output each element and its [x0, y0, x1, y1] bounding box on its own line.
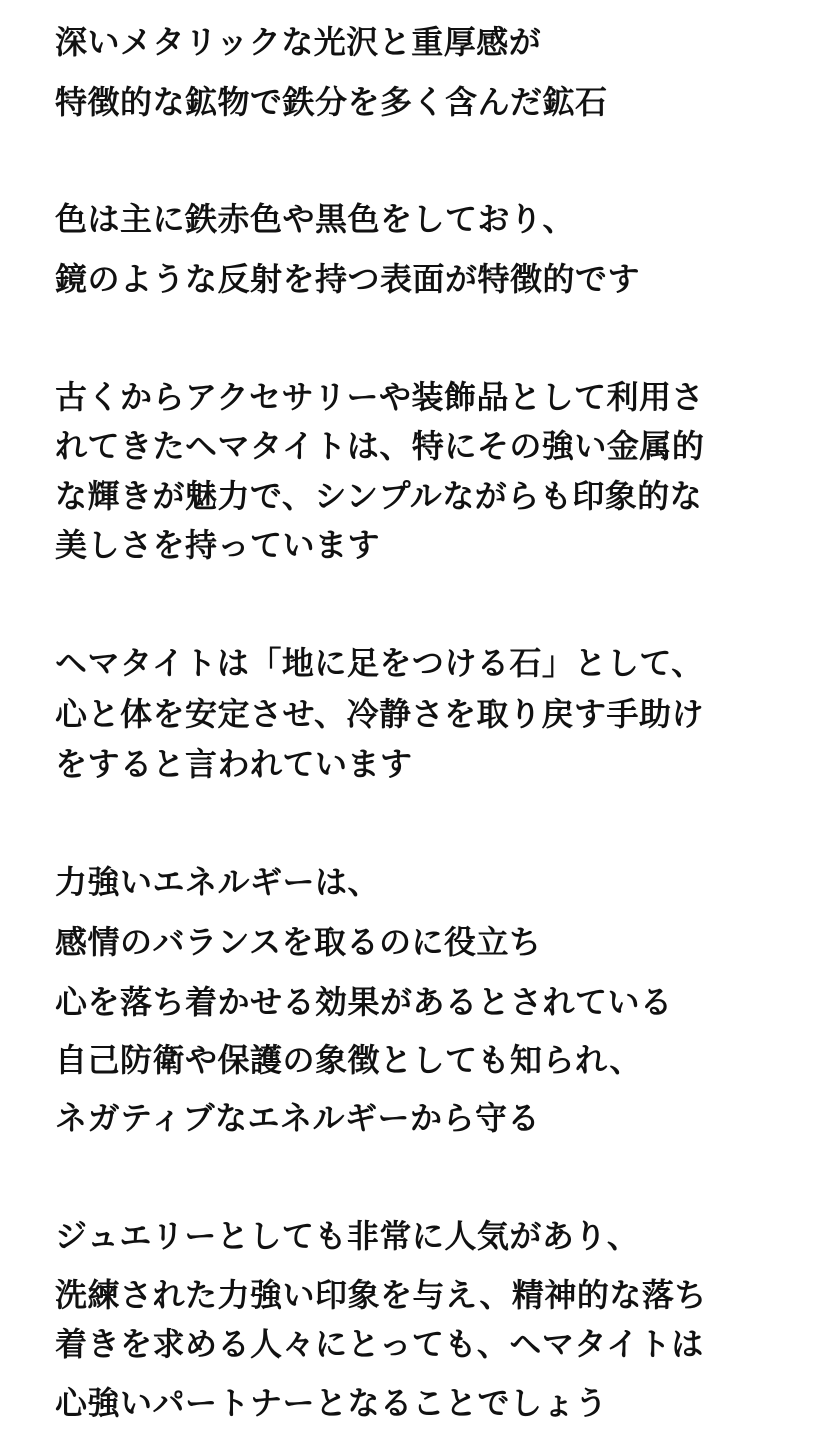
text-line: 洗練された力強い印象を与え、精神的な落ち [55, 1276, 707, 1314]
text-line: 力強いエネルギーは、 [55, 863, 381, 901]
text-line: をすると言われています [55, 745, 413, 783]
text-line: 感情のバランスを取るのに役立ち [55, 923, 542, 961]
text-line: 着きを求める人々にとっても、ヘマタイトは [55, 1325, 704, 1363]
text-line: 心を落ち着かせる効果があるとされている [55, 983, 673, 1021]
text-line: ネガティブなエネルギーから守る [55, 1099, 540, 1137]
text-line: 心と体を安定させ、冷静さを取り戻す手助け [55, 695, 705, 733]
text-line: 深いメタリックな光沢と重厚感が [55, 23, 542, 61]
text-line: れてきたヘマタイトは、特にその強い金属的 [55, 427, 705, 465]
text-line: 特徴的な鉱物で鉄分を多く含んだ鉱石 [55, 83, 608, 121]
text-line: 自己防衛や保護の象徴としても知られ、 [55, 1041, 642, 1079]
text-line: ヘマタイトは「地に足をつける石」として、 [55, 644, 704, 682]
text-line: 古くからアクセサリーや装飾品として利用さ [55, 378, 705, 416]
text-line: 鏡のような反射を持つ表面が特徴的です [55, 260, 641, 298]
text-line: 色は主に鉄赤色や黒色をしており、 [55, 200, 576, 238]
text-line: な輝きが魅力で、シンプルながらも印象的な [55, 477, 703, 515]
text-line: 心強いパートナーとなることでしょう [55, 1384, 608, 1422]
text-line: 美しさを持っています [55, 526, 381, 564]
text-line: ジュエリーとしても非常に人気があり、 [55, 1217, 640, 1255]
